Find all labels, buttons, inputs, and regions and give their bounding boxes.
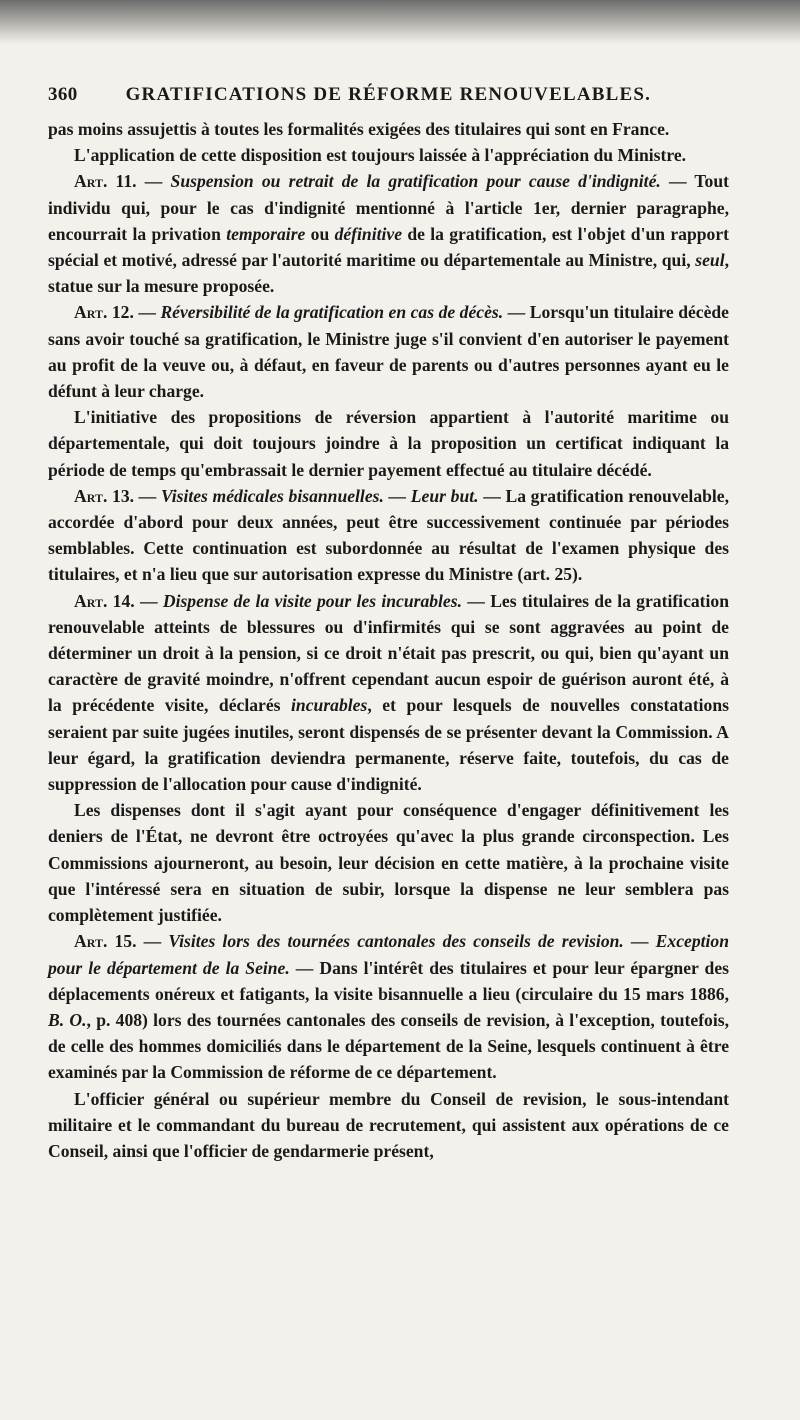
- scan-shadow-band: [0, 0, 800, 44]
- text-run: L'officier général ou supérieur membre du Conseil de revision, le sous-intendant militaire et le commandant du bureau de recrutement, qui assistent aux opérations de ce Conseil, ainsi que l'officier de gendarmerie présent,: [48, 1088, 729, 1161]
- italic-text: Réversibilité de la gratification en cas de décès.: [160, 302, 504, 323]
- italic-text: définitive: [334, 223, 402, 244]
- paragraph: [48, 1086, 729, 1165]
- text-run: —: [134, 590, 163, 611]
- article-label: Art. 12.: [74, 302, 134, 323]
- paragraph: [48, 404, 729, 483]
- text-run: ou: [305, 223, 335, 244]
- paragraph: [48, 588, 729, 798]
- text-run: de la gratification, est l'objet d'un rapport spécial et motivé, adressé par l'autorité maritime ou départementale au Ministre, qui,: [48, 223, 729, 271]
- paragraph: [48, 928, 729, 1085]
- text-run: —: [134, 485, 161, 506]
- article-label: Art. 13.: [74, 485, 135, 506]
- running-title: GRATIFICATIONS DE RÉFORME RENOUVELABLES.: [125, 84, 652, 105]
- italic-text: Dispense de la visite pour les incurables.: [162, 590, 462, 611]
- article-label: Art. 14.: [74, 590, 135, 611]
- text-run: — Tout individu qui, pour le cas d'indignité mentionné à l'article 1er, dernier paragraphe, encourrait la privation: [48, 171, 729, 244]
- paragraph: [48, 168, 729, 299]
- paragraph: [48, 299, 729, 404]
- italic-text: Visites médicales bisannuelles. — Leur but.: [160, 485, 479, 506]
- book-page: [48, 84, 729, 1164]
- text-run: L'initiative des propositions de réversion appartient à l'autorité maritime ou départementale, qui doit toujours joindre à la proposition un certificat indiquant la période de temps qu'embrassait le dernier payement effectué au titulaire décédé.: [48, 407, 729, 480]
- italic-text: seul: [695, 250, 725, 271]
- text-run: —: [136, 931, 169, 952]
- text-run: , statue sur la mesure proposée.: [48, 250, 729, 297]
- text-run: —: [136, 171, 171, 192]
- article-label: Art. 11.: [74, 171, 137, 192]
- text-run: — Les titulaires de la gratification renouvelable atteints de blessures ou d'infirmités qui se sont aggravées au point de déterminer un droit à la pension, si ce droit n'était pas prescrit, ou qui, bien qu'ayant un caractère de gravité moindre, n'offrent cependant aucun espoir de guérison auront été, à la précédente visite, déclarés: [48, 590, 730, 716]
- text-run: L'application de cette disposition est toujours laissée à l'appréciation du Ministre.: [74, 145, 687, 166]
- italic-text: temporaire: [226, 223, 306, 244]
- italic-text: incurables: [291, 695, 368, 716]
- text-run: , p. 408) lors des tournées cantonales des conseils de revision, à l'exception, toutefois, de celle des hommes domiciliés dans le département de la Seine, lesquels continuent à être examinés par la Commission de réforme de ce département.: [48, 1009, 729, 1083]
- paragraph: [48, 116, 729, 142]
- text-run: — La gratification renouvelable, accordée d'abord pour deux années, peut être successivement continuée par périodes semblables. Cette continuation est subordonnée au résultat de l'examen physique des titulaires, et n'a lieu que sur autorisation expresse du Ministre (art. 25).: [48, 485, 729, 585]
- text-run: Les dispenses dont il s'agit ayant pour conséquence d'engager définitivement les deniers de l'État, ne devront être octroyées qu'avec la plus grande circonspection. Les Commissions ajourneront, au besoin, leur décision en cette matière, à la prochaine visite que l'intéressé sera en situation de subir, lorsque la dispense ne leur semblera pas complètement justifiée.: [48, 800, 729, 926]
- text-run: , et pour lesquels de nouvelles constatations seraient par suite jugées inutiles, seront dispensés de se présenter devant la Commission. A leur égard, la gratification deviendra permanente, réserve faite, toutefois, du cas de suppression de l'allocation pour cause d'indignité.: [48, 695, 729, 795]
- italic-text: Visites lors des tournées cantonales des conseils de revision. — Exception pour le département de la Seine.: [48, 931, 729, 978]
- italic-text: B. O.: [48, 1009, 87, 1030]
- page-number: 360: [48, 84, 78, 105]
- article-label: Art. 15.: [74, 931, 137, 952]
- paragraph: [48, 797, 729, 928]
- running-head: [48, 84, 729, 106]
- italic-text: Suspension ou retrait de la gratification pour cause d'indignité.: [170, 171, 661, 192]
- body-text: [48, 116, 729, 1164]
- text-run: pas moins assujettis à toutes les formalités exigées des titulaires qui sont en France.: [48, 119, 670, 139]
- paragraph: [48, 142, 729, 168]
- text-run: — Dans l'intérêt des titulaires et pour leur épargner des déplacements onéreux et fatigants, la visite bisannuelle a lieu (circulaire du 15 mars 1886,: [48, 957, 729, 1004]
- paragraph: [48, 483, 729, 588]
- text-run: — Lorsqu'un titulaire décède sans avoir touché sa gratification, le Ministre juge s'il convient d'en autoriser le payement au profit de la veuve ou, à défaut, en faveur de parents ou d'autres personnes ayant eu le défunt à leur charge.: [48, 302, 729, 402]
- text-run: —: [133, 302, 161, 323]
